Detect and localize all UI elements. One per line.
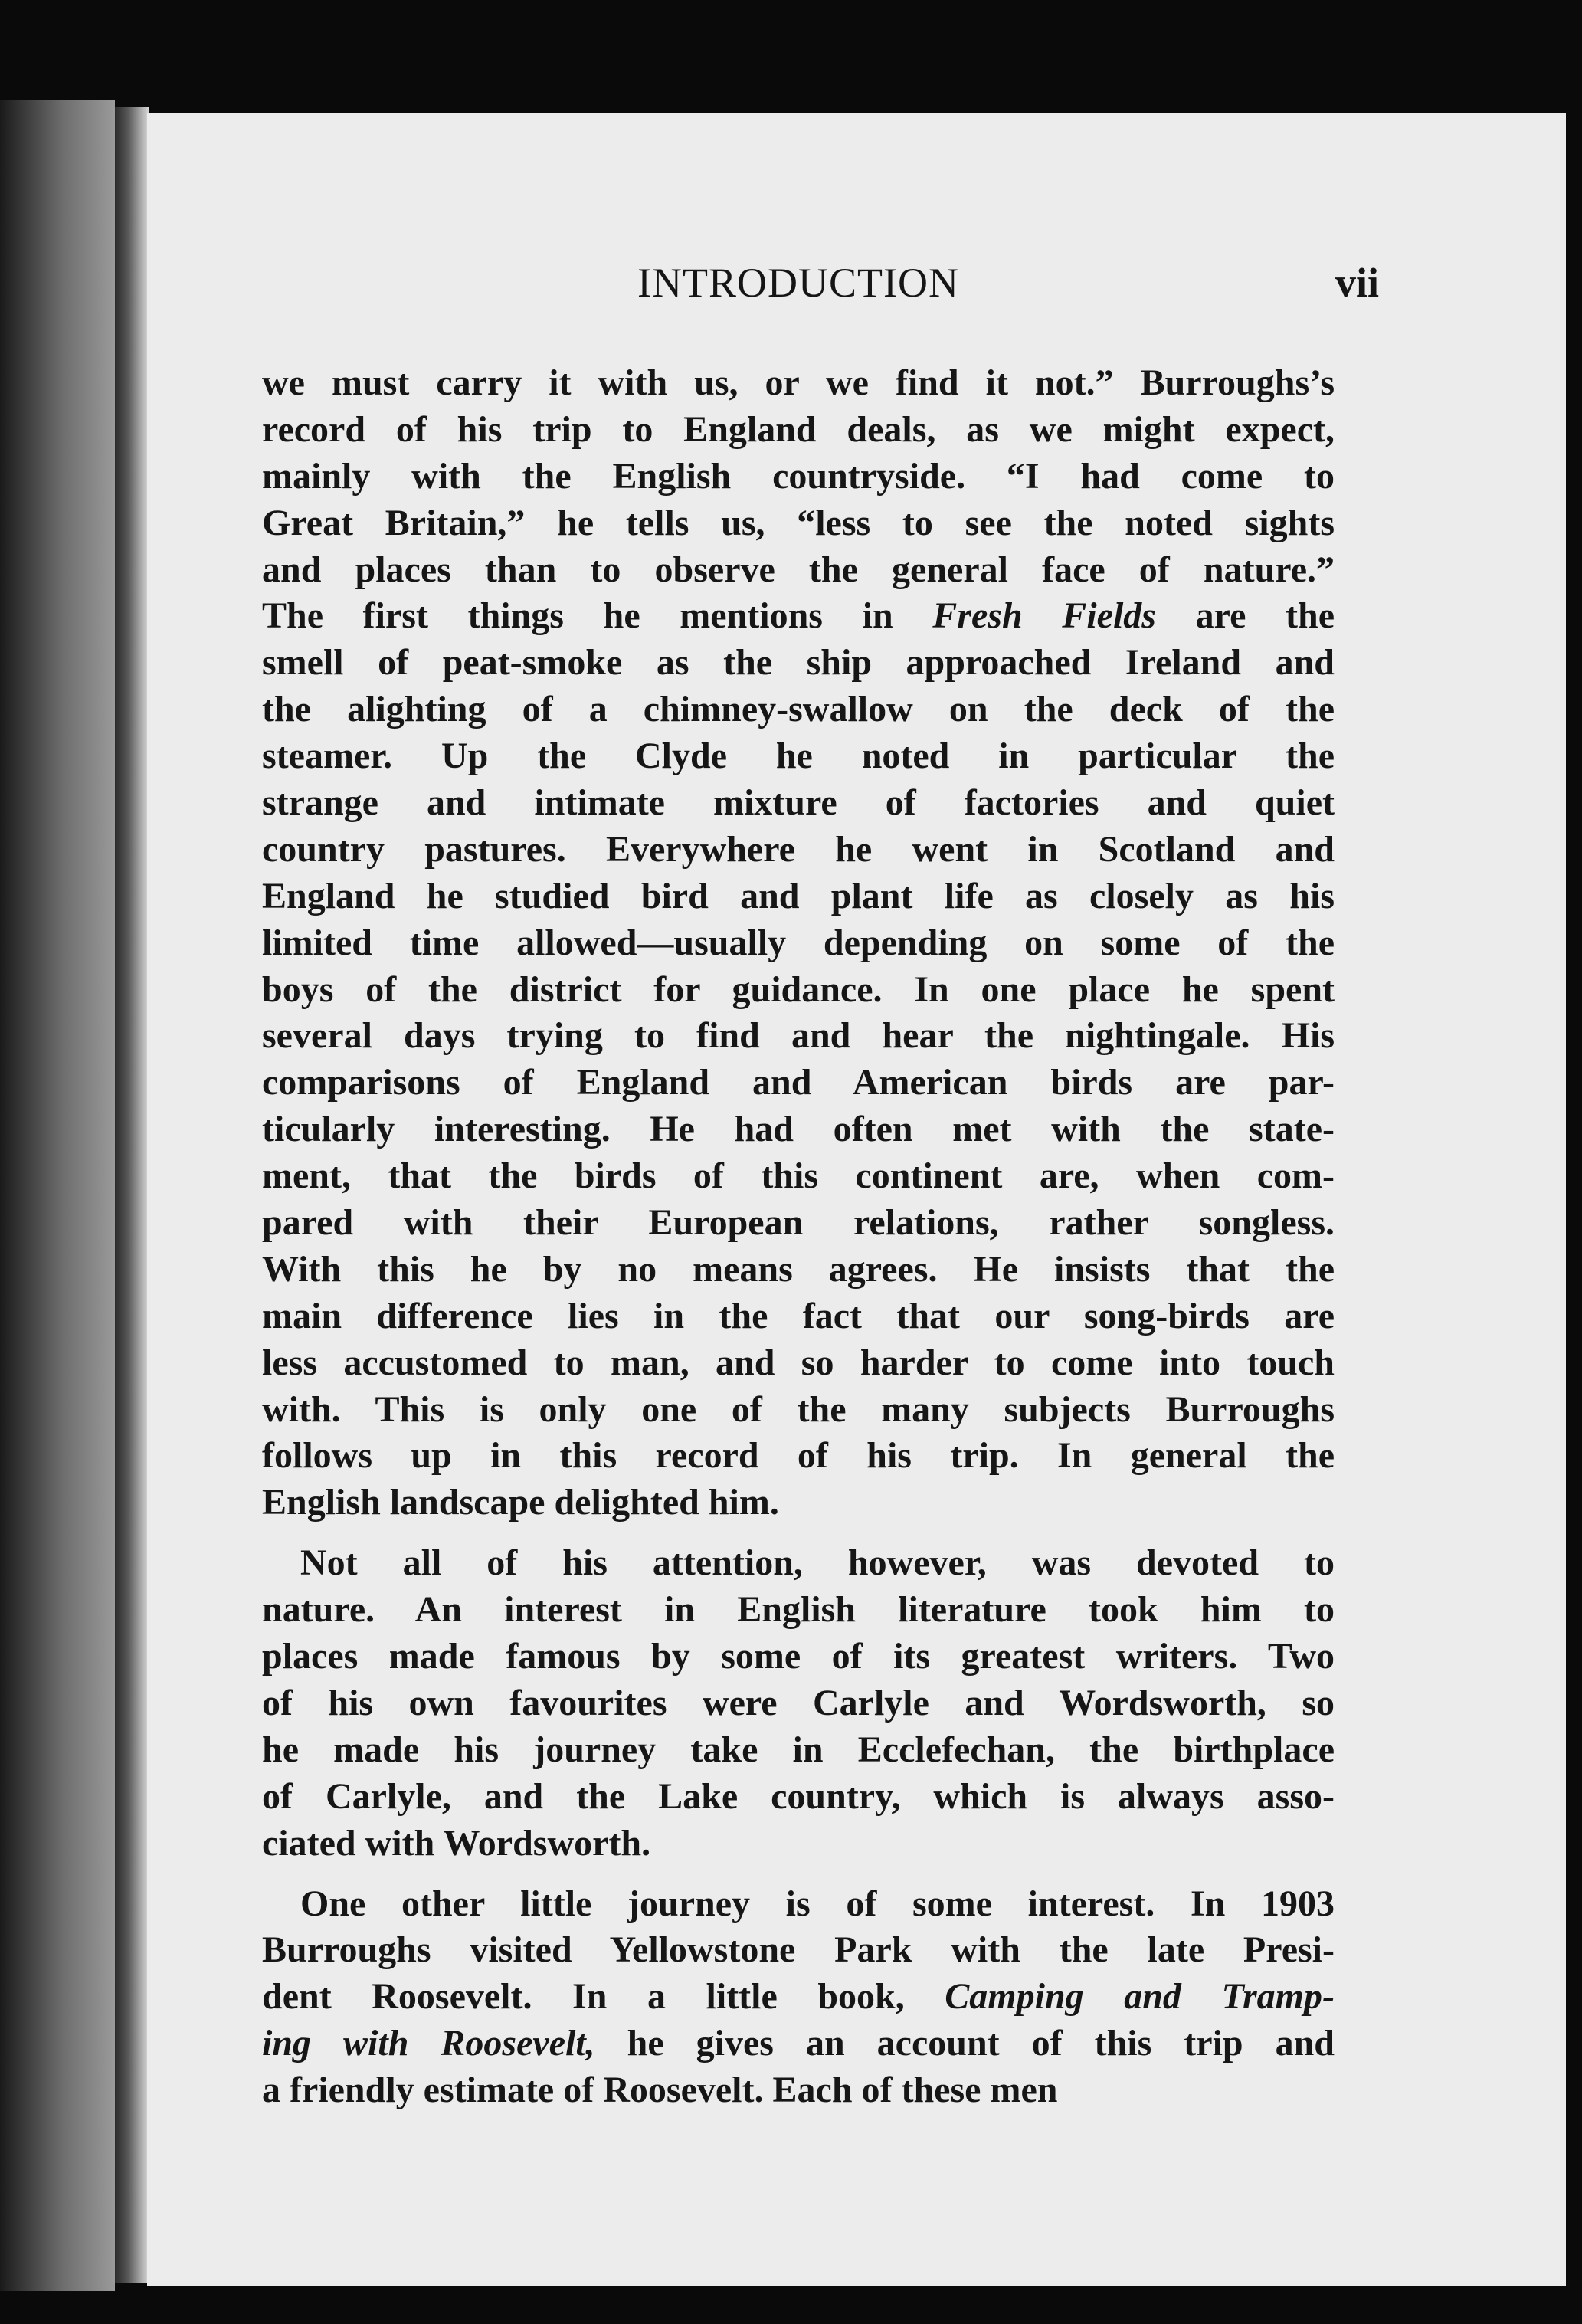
text-line: strange and intimate mixture of factories and quiet	[262, 782, 1335, 824]
running-head	[262, 259, 1379, 320]
text-line: with. This is only one of the many subjects Burroughs	[262, 1388, 1335, 1430]
running-head-title: INTRODUCTION	[637, 260, 959, 306]
text-line: ciated with Wordsworth.	[262, 1822, 651, 1863]
adjacent-page-edge	[0, 100, 115, 2291]
book-page	[147, 113, 1566, 2286]
text-line: of Carlyle, and the Lake country, which is always asso-	[262, 1775, 1335, 1817]
page-content	[262, 259, 1379, 2114]
paragraph-gap	[262, 1526, 1335, 1540]
text-line: steamer. Up the Clyde he noted in particular the	[262, 736, 1335, 777]
text-line: ing with Roosevelt, he gives an account of this trip and	[262, 2023, 1335, 2064]
text-line: pared with their European relations, rather songless.	[262, 1202, 1335, 1244]
text-line: main difference lies in the fact that our song-birds are	[262, 1295, 1335, 1336]
page-number: vii	[1335, 260, 1379, 306]
paragraph-gap	[262, 1867, 1335, 1881]
text-line: smell of peat-smoke as the ship approached Ireland and	[262, 642, 1335, 683]
text-line: less accustomed to man, and so harder to come into touch	[262, 1342, 1335, 1383]
text-line: Not all of his attention, however, was devoted to	[300, 1542, 1335, 1584]
text-line: ticularly interesting. He had often met with the state-	[262, 1109, 1335, 1150]
text-line: follows up in this record of his trip. In general the	[262, 1435, 1335, 1477]
text-line: of his own favourites were Carlyle and Wordsworth, so	[262, 1682, 1335, 1723]
text-line: we must carry it with us, or we find it not.” Burroughs’s	[262, 362, 1335, 403]
text-line: comparisons of England and American birds are par-	[262, 1062, 1335, 1103]
text-line: mainly with the English countryside. “I had come to	[262, 455, 1335, 497]
binding-shadow	[115, 107, 149, 2283]
text-line: English landscape delighted him.	[262, 1482, 779, 1523]
text-line: and places than to observe the general face of nature.”	[262, 549, 1335, 590]
text-line: nature. An interest in English literature took him to	[262, 1589, 1335, 1631]
text-line: several days trying to find and hear the nightingale. His	[262, 1015, 1335, 1057]
text-line: One other little journey is of some interest. In 1903	[300, 1883, 1335, 1924]
text-line: he made his journey take in Ecclefechan, the birthplace	[262, 1729, 1335, 1770]
text-line: The first things he mentions in Fresh Fields are the	[262, 595, 1335, 637]
paragraph	[262, 1540, 1335, 1867]
text-line: Burroughs visited Yellowstone Park with the late Presi-	[262, 1929, 1335, 1971]
text-line: country pastures. Everywhere he went in Scotland and	[262, 828, 1335, 870]
text-line: places made famous by some of its greatest writers. Two	[262, 1636, 1335, 1677]
paragraph	[262, 1881, 1335, 2114]
text-line: With this he by no means agrees. He insists that the	[262, 1248, 1335, 1290]
text-line: dent Roosevelt. In a little book, Camping and Tramp-	[262, 1976, 1335, 2018]
text-line: England he studied bird and plant life as closely as his	[262, 875, 1335, 916]
text-line: ment, that the birds of this continent are, when com-	[262, 1155, 1335, 1197]
body-text	[262, 360, 1335, 2114]
text-line: the alighting of a chimney-swallow on the deck of the	[262, 689, 1335, 730]
text-line: Great Britain,” he tells us, “less to see the noted sights	[262, 502, 1335, 543]
text-line: limited time allowed—usually depending on some of the	[262, 922, 1335, 963]
paragraph	[262, 360, 1335, 1526]
text-line: record of his trip to England deals, as we might expect,	[262, 408, 1335, 450]
text-line: boys of the district for guidance. In one place he spent	[262, 969, 1335, 1010]
text-line: a friendly estimate of Roosevelt. Each of these men	[262, 2070, 1058, 2111]
